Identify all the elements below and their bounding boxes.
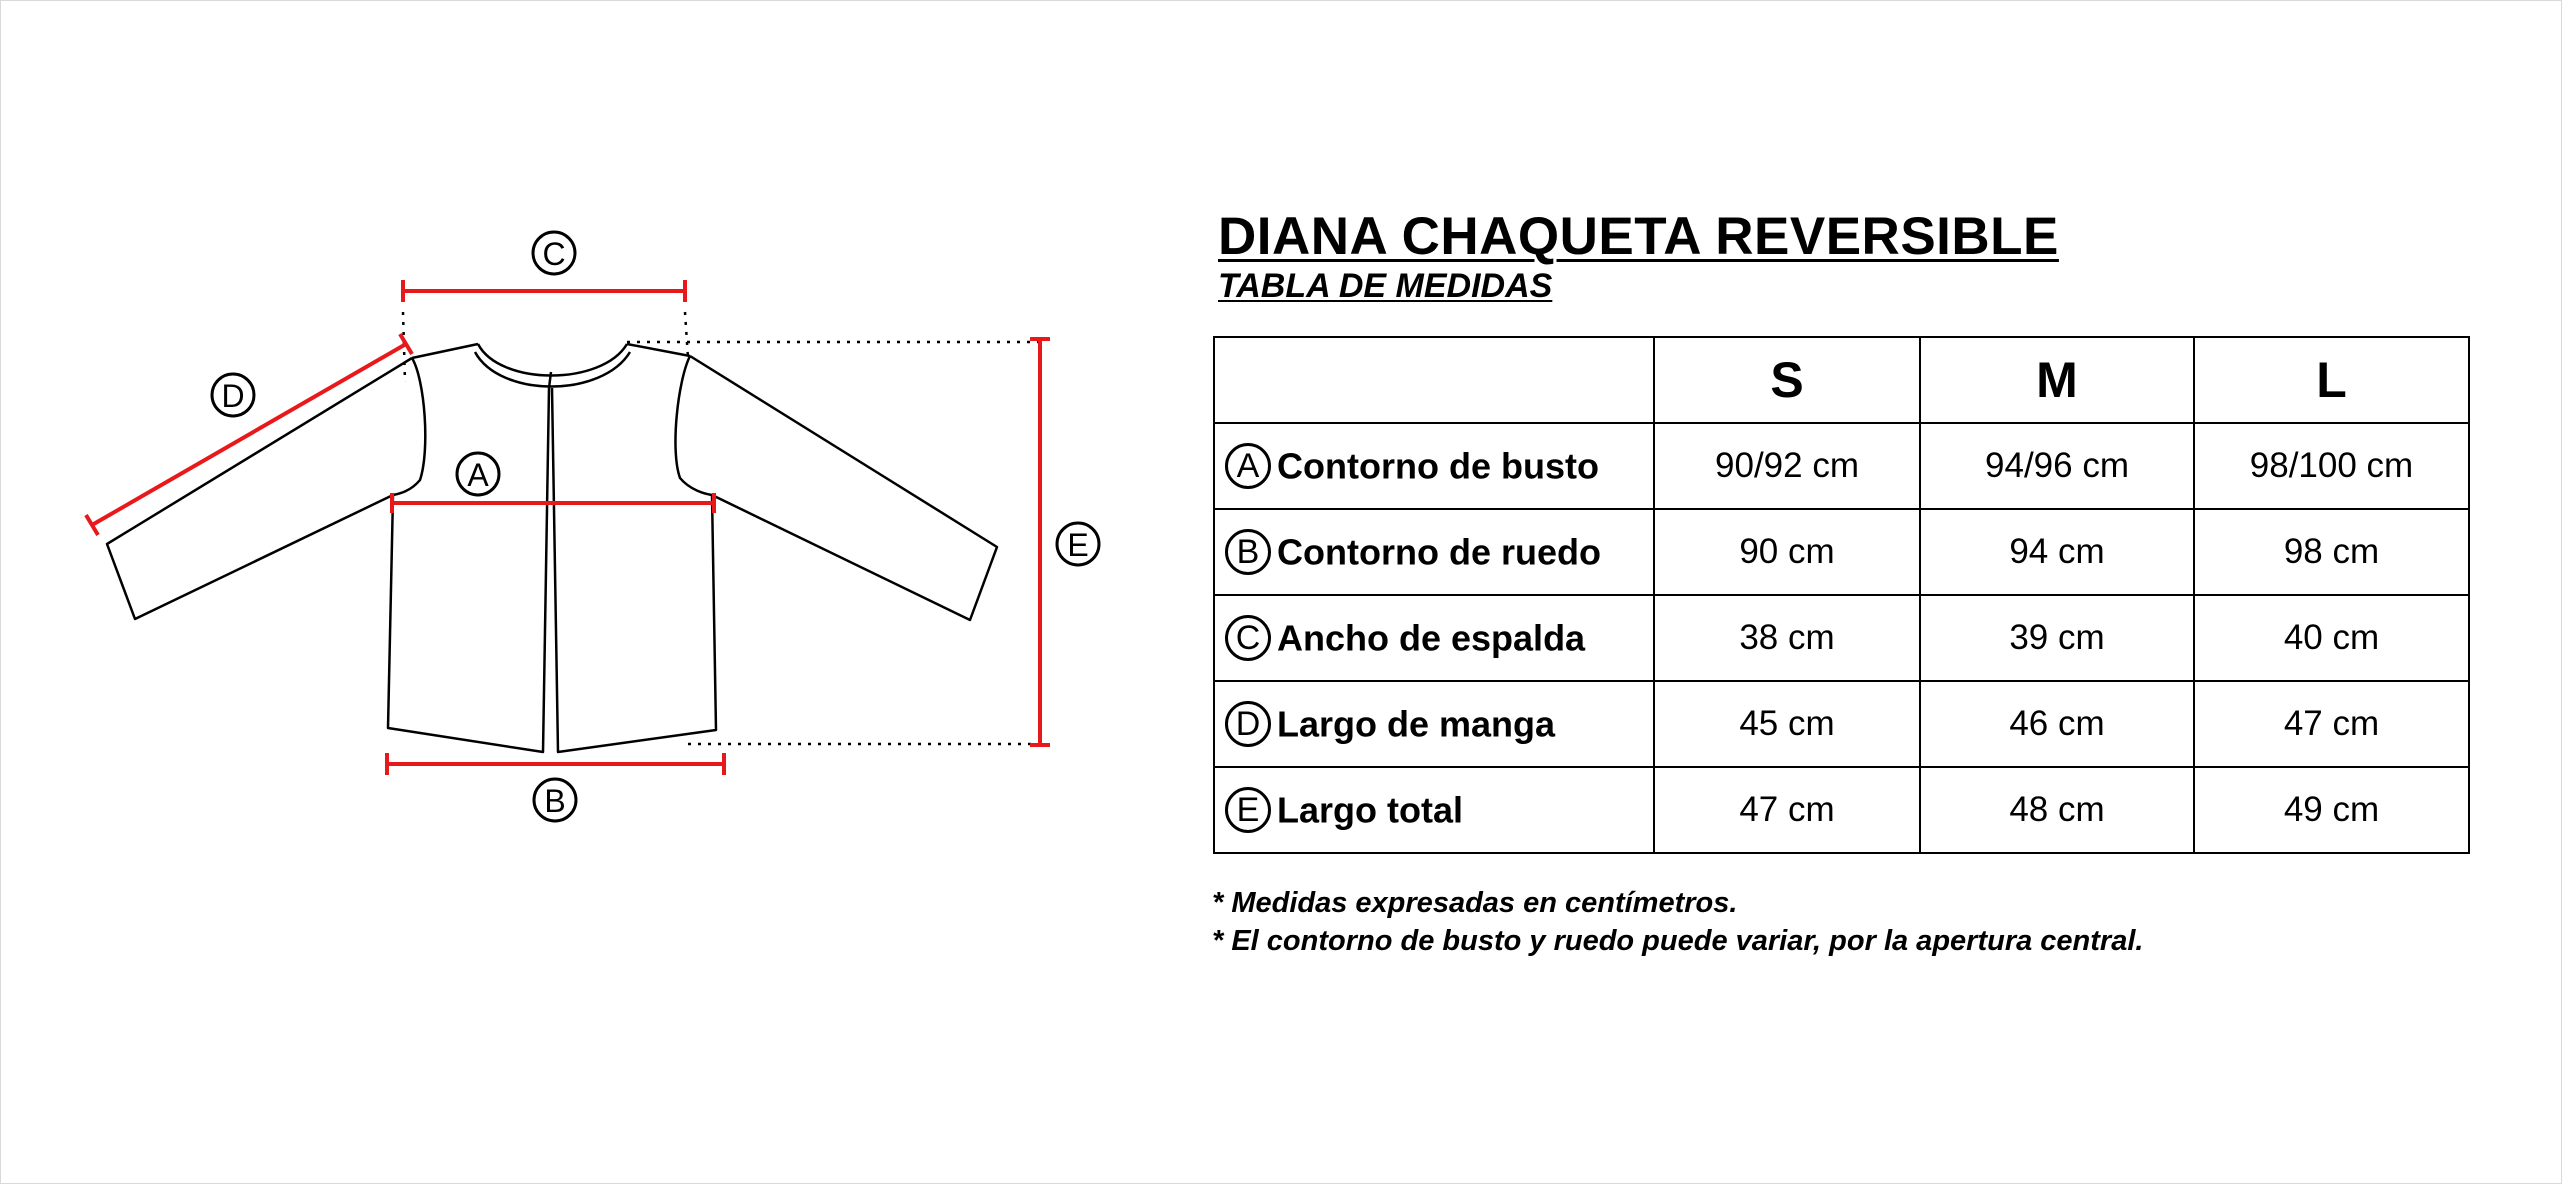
row-label-cell xyxy=(1214,595,1654,681)
title-block xyxy=(1218,208,2059,306)
badge-b-text: B xyxy=(544,783,566,819)
right-sleeve xyxy=(690,356,997,620)
badge-d-text: D xyxy=(221,378,245,414)
row-label: Largo total xyxy=(1277,789,1463,831)
value-m: 48 cm xyxy=(1920,767,2194,853)
header-empty xyxy=(1214,337,1654,423)
badge-a xyxy=(457,453,499,495)
value-s: 45 cm xyxy=(1654,681,1920,767)
row-label-cell xyxy=(1214,509,1654,595)
badge-c-text: C xyxy=(542,236,566,272)
left-body-panel xyxy=(388,388,549,752)
note-variation: * El contorno de busto y ruedo puede variar, por la apertura central. xyxy=(1212,925,2144,957)
right-shoulder xyxy=(627,344,690,356)
measure-lines xyxy=(86,280,1050,775)
header-size-l: L xyxy=(2194,337,2469,423)
badge-e xyxy=(1057,523,1099,565)
value-m: 39 cm xyxy=(1920,595,2194,681)
note-units: * Medidas expresadas en centímetros. xyxy=(1212,887,1738,919)
row-label: Contorno de busto xyxy=(1277,445,1599,487)
neckline-inner xyxy=(475,352,630,387)
table-row xyxy=(1214,681,2469,767)
value-m: 46 cm xyxy=(1920,681,2194,767)
row-label: Contorno de ruedo xyxy=(1277,531,1601,573)
value-l: 49 cm xyxy=(2194,767,2469,853)
value-l: 98 cm xyxy=(2194,509,2469,595)
badge-d xyxy=(212,374,254,416)
row-letter-badge: E xyxy=(1225,787,1271,833)
row-label-cell xyxy=(1214,681,1654,767)
table-header-row xyxy=(1214,337,2469,423)
row-label-cell xyxy=(1214,767,1654,853)
value-l: 47 cm xyxy=(2194,681,2469,767)
badge-e-text: E xyxy=(1067,527,1089,563)
value-m: 94/96 cm xyxy=(1920,423,2194,509)
right-body-panel xyxy=(552,388,716,752)
badge-c xyxy=(533,232,575,274)
right-armhole xyxy=(675,356,712,495)
value-s: 47 cm xyxy=(1654,767,1920,853)
left-armhole xyxy=(393,358,425,495)
row-label-cell xyxy=(1214,423,1654,509)
page-subtitle: TABLA DE MEDIDAS xyxy=(1218,267,1553,305)
header-size-m: M xyxy=(1920,337,2194,423)
value-s: 90 cm xyxy=(1654,509,1920,595)
table-row xyxy=(1214,423,2469,509)
value-s: 38 cm xyxy=(1654,595,1920,681)
row-letter-badge: A xyxy=(1225,443,1271,489)
row-letter-badge: B xyxy=(1225,529,1271,575)
row-label: Ancho de espalda xyxy=(1277,617,1586,659)
page-title: DIANA CHAQUETA REVERSIBLE xyxy=(1218,207,2059,266)
value-l: 40 cm xyxy=(2194,595,2469,681)
badge-a-text: A xyxy=(467,457,489,493)
notes xyxy=(1212,884,2143,960)
measure-line-d xyxy=(92,344,406,525)
row-label: Largo de manga xyxy=(1277,703,1556,745)
value-l: 98/100 cm xyxy=(2194,423,2469,509)
row-letter-badge: D xyxy=(1225,701,1271,747)
header-size-s: S xyxy=(1654,337,1920,423)
jacket-diagram xyxy=(0,0,1150,900)
row-letter-badge: C xyxy=(1225,615,1271,661)
neckline-outer xyxy=(478,344,627,376)
table-row xyxy=(1214,767,2469,853)
table-row xyxy=(1214,595,2469,681)
size-table xyxy=(1213,336,2470,854)
table-row xyxy=(1214,509,2469,595)
badge-b xyxy=(534,779,576,821)
value-s: 90/92 cm xyxy=(1654,423,1920,509)
value-m: 94 cm xyxy=(1920,509,2194,595)
left-shoulder xyxy=(412,344,478,358)
